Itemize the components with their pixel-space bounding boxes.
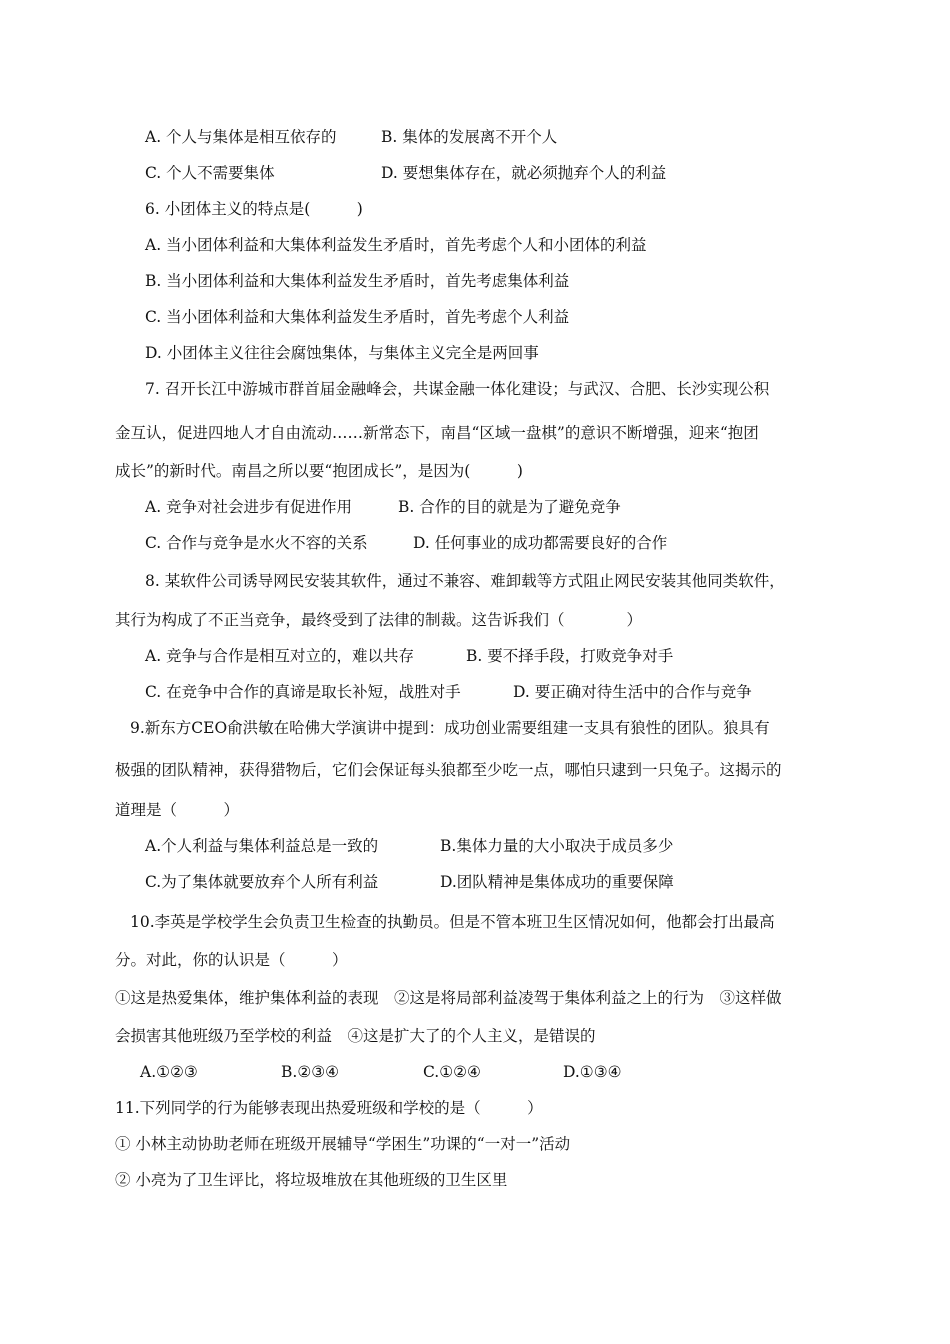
q10-option-c: C.①②④ [423,1063,481,1081]
q9-option-b: B.集体力量的大小取决于成员多少 [440,837,674,855]
q9-option-c: C.为了集体就要放弃个人所有利益 [145,873,379,891]
q6-option-b: B. 当小团体利益和大集体利益发生矛盾时，首先考虑集体利益 [145,272,570,290]
q5-option-d: D. 要想集体存在，就必须抛弃个人的利益 [381,164,667,182]
q7-option-a: A. 竞争对社会进步有促进作用 [145,498,353,516]
q11-stem: 11.下列同学的行为能够表现出热爱班级和学校的是（ ） [115,1099,543,1117]
q7-stem-line2: 金互认，促进四地人才自由流动……新常态下，南昌“区域一盘棋”的意识不断增强，迎来“抱团 [115,424,759,442]
q7-option-d: D. 任何事业的成功都需要良好的合作 [413,534,668,552]
q9-stem-line1: 9.新东方CEO俞洪敏在哈佛大学演讲中提到：成功创业需要组建一支具有狼性的团队。狼具有 [130,719,770,737]
q10-statement-line1: ①这是热爱集体，维护集体利益的表现 ②这是将局部利益凌驾于集体利益之上的行为 ③这样做 [115,989,782,1007]
q8-option-a: A. 竞争与合作是相互对立的，难以共存 [145,647,415,665]
q6-option-c: C. 当小团体利益和大集体利益发生矛盾时，首先考虑个人利益 [145,308,570,326]
q8-option-b: B. 要不择手段，打败竞争对手 [466,647,674,665]
q11-statement-1: ① 小林主动协助老师在班级开展辅导“学困生”功课的“一对一”活动 [115,1135,571,1153]
q10-stem-line2: 分。对此，你的认识是（ ） [115,951,348,969]
q9-option-d: D.团队精神是集体成功的重要保障 [440,873,674,891]
q7-stem-line3: 成长”的新时代。南昌之所以要“抱团成长”，是因为( ) [115,462,523,480]
q10-statement-line2: 会损害其他班级乃至学校的利益 ④这是扩大了的个人主义，是错误的 [115,1027,596,1045]
q10-option-d: D.①③④ [563,1063,622,1081]
q10-option-b: B.②③④ [281,1063,340,1081]
q8-stem-line1: 8. 某软件公司诱导网民安装其软件，通过不兼容、难卸载等方式阻止网民安装其他同类软件， [145,572,785,590]
q10-stem-line1: 10.李英是学校学生会负责卫生检查的执勤员。但是不管本班卫生区情况如何，他都会打出最高 [130,913,775,931]
q5-option-a: A. 个人与集体是相互依存的 [145,128,337,146]
q8-stem-line2: 其行为构成了不正当竞争，最终受到了法律的制裁。这告诉我们（ ） [115,611,643,629]
q8-option-d: D. 要正确对待生活中的合作与竞争 [513,683,752,701]
q7-option-b: B. 合作的目的就是为了避免竞争 [398,498,621,516]
q5-option-b: B. 集体的发展离不开个人 [381,128,558,146]
q9-stem-line3: 道理是（ ） [115,801,240,819]
q7-stem-line1: 7. 召开长江中游城市群首届金融峰会，共谋金融一体化建设；与武汉、合肥、长沙实现公积 [145,380,770,398]
q6-option-d: D. 小团体主义往往会腐蚀集体，与集体主义完全是两回事 [145,344,539,362]
q8-option-c: C. 在竞争中合作的真谛是取长补短，战胜对手 [145,683,461,701]
q5-option-c: C. 个人不需要集体 [145,164,275,182]
q6-option-a: A. 当小团体利益和大集体利益发生矛盾时，首先考虑个人和小团体的利益 [145,236,647,254]
q11-statement-2: ② 小亮为了卫生评比，将垃圾堆放在其他班级的卫生区里 [115,1171,508,1189]
q6-stem: 6. 小团体主义的特点是( ) [145,200,363,218]
q7-option-c: C. 合作与竞争是水火不容的关系 [145,534,368,552]
q9-option-a: A.个人利益与集体利益总是一致的 [145,837,379,855]
q9-stem-line2: 极强的团队精神，获得猎物后，它们会保证每头狼都至少吃一点，哪怕只逮到一只兔子。这揭示的 [115,761,782,779]
q10-option-a: A.①②③ [140,1063,198,1081]
